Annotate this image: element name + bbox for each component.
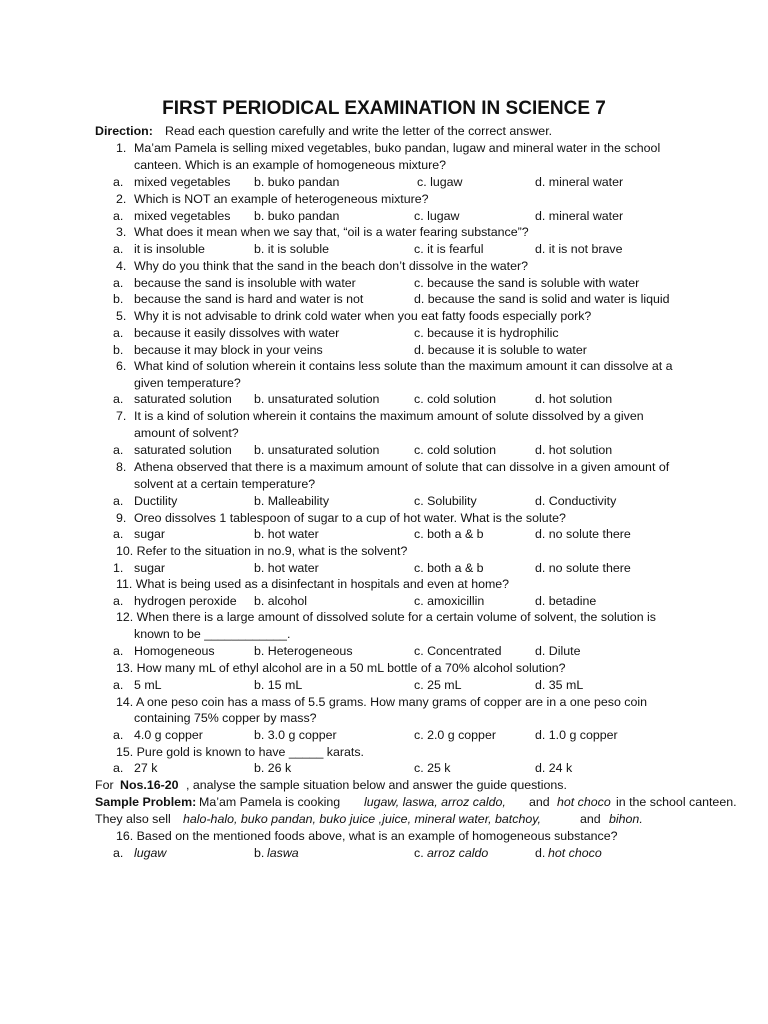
text-line (0, 241, 768, 258)
text-segment: a. (113, 175, 124, 189)
text-segment: canteen. Which is an example of homogeneous mixture? (134, 158, 447, 172)
text-line (0, 358, 768, 375)
text-segment: c. 25 mL (414, 678, 462, 692)
text-segment: sugar (134, 561, 165, 575)
text-segment: c. 25 k (414, 761, 451, 775)
text-segment: It is a kind of solution wherein it contains the maximum amount of solute dissolved by a given (134, 409, 644, 423)
text-segment: because it may block in your veins (134, 343, 323, 357)
text-segment: lugaw, laswa, arroz caldo, (364, 795, 506, 809)
text-line (0, 694, 768, 711)
text-segment: arroz caldo (427, 846, 489, 860)
text-line (0, 710, 768, 727)
text-segment: 15. Pure gold is known to have _____ karats. (116, 745, 364, 759)
text-segment: amount of solvent? (134, 426, 239, 440)
text-segment: a. (113, 527, 124, 541)
text-segment: halo-halo, buko pandan, buko juice ,juice, mineral water, batchoy, (183, 812, 541, 826)
text-segment: b. (113, 292, 124, 306)
text-segment: lugaw (134, 846, 167, 860)
text-segment: saturated solution (134, 392, 232, 406)
text-segment: c. because the sand is soluble with water (414, 276, 640, 290)
text-line (0, 442, 768, 459)
text-segment: 1. (113, 561, 124, 575)
text-segment: a. (113, 209, 124, 223)
text-segment: hot choco (557, 795, 611, 809)
text-segment: a. (113, 678, 124, 692)
text-segment: c. both a & b (414, 527, 484, 541)
text-segment: a. (113, 761, 124, 775)
text-segment: d. hot solution (535, 443, 613, 457)
text-segment: c. Solubility (414, 494, 477, 508)
text-line (0, 576, 768, 593)
text-segment: d. no solute there (535, 527, 631, 541)
text-line (0, 174, 768, 191)
text-segment: b. hot water (254, 527, 319, 541)
text-line (0, 543, 768, 560)
text-segment: 4. (116, 259, 127, 273)
text-segment: b. 26 k (254, 761, 292, 775)
text-line (0, 258, 768, 275)
text-segment: in the school canteen. (616, 795, 737, 809)
text-segment: known to be ____________. (134, 627, 291, 641)
text-segment: 4.0 g copper (134, 728, 203, 742)
text-segment: d. no solute there (535, 561, 631, 575)
text-segment: d. it is not brave (535, 242, 623, 256)
text-segment: Homogeneous (134, 644, 215, 658)
text-segment: because the sand is hard and water is not (134, 292, 364, 306)
text-segment: hot choco (548, 846, 602, 860)
text-segment: b. hot water (254, 561, 319, 575)
text-segment: b. buko pandan (254, 175, 340, 189)
text-segment: 5. (116, 309, 127, 323)
text-segment: b. (254, 846, 265, 860)
text-segment: Sample Problem: (95, 795, 197, 809)
text-line (0, 609, 768, 626)
text-segment: For (95, 778, 114, 792)
text-line (0, 677, 768, 694)
text-segment: d. Dilute (535, 644, 581, 658)
text-segment: c. (414, 846, 424, 860)
text-segment: mixed vegetables (134, 175, 231, 189)
text-segment: d. (535, 846, 546, 860)
text-segment: d. because it is soluble to water (414, 343, 587, 357)
text-segment: Ma’am Pamela is cooking (199, 795, 341, 809)
text-line (0, 626, 768, 643)
text-segment: because it easily dissolves with water (134, 326, 340, 340)
text-line (0, 375, 768, 392)
text-segment: d. hot solution (535, 392, 613, 406)
text-segment: hydrogen peroxide (134, 594, 237, 608)
text-segment: 5 mL (134, 678, 162, 692)
text-line (0, 493, 768, 510)
text-line (0, 744, 768, 761)
text-segment: given temperature? (134, 376, 241, 390)
text-segment: Ductility (134, 494, 178, 508)
text-segment: c. Concentrated (414, 644, 502, 658)
text-segment: 27 k (134, 761, 158, 775)
text-segment: c. both a & b (414, 561, 484, 575)
text-segment: b. Malleability (254, 494, 330, 508)
text-line (0, 510, 768, 527)
text-segment: What does it mean when we say that, “oil is a water fearing substance”? (134, 225, 529, 239)
text-segment: bihon. (609, 812, 643, 826)
text-segment: saturated solution (134, 443, 232, 457)
text-segment: b. 15 mL (254, 678, 303, 692)
text-segment: c. cold solution (414, 443, 496, 457)
text-segment: Read each question carefully and write the letter of the correct answer. (165, 124, 553, 138)
text-segment: a. (113, 276, 124, 290)
text-segment: sugar (134, 527, 165, 541)
text-line (0, 425, 768, 442)
text-segment: 1. (116, 141, 127, 155)
text-line (0, 828, 768, 845)
text-segment: Ma’am Pamela is selling mixed vegetables, buko pandan, lugaw and mineral water in the school (134, 141, 661, 155)
text-segment: Why it is not advisable to drink cold water when you eat fatty foods especially pork? (134, 309, 592, 323)
text-line (0, 342, 768, 359)
text-line (0, 811, 768, 828)
text-line (0, 560, 768, 577)
text-segment: c. 2.0 g copper (414, 728, 496, 742)
text-segment: What kind of solution wherein it contains less solute than the maximum amount it can dissolve at a (134, 359, 673, 373)
text-segment: b. Heterogeneous (254, 644, 353, 658)
text-line (0, 140, 768, 157)
text-segment: Why do you think that the sand in the beach don’t dissolve in the water? (134, 259, 528, 273)
text-segment: a. (113, 242, 124, 256)
text-line (0, 593, 768, 610)
text-segment: a. (113, 644, 124, 658)
text-segment: 8. (116, 460, 127, 474)
text-segment: and (580, 812, 601, 826)
text-segment: c. it is fearful (414, 242, 484, 256)
text-segment: 10. Refer to the situation in no.9, what is the solvent? (116, 544, 408, 558)
text-line (0, 291, 768, 308)
text-segment: d. betadine (535, 594, 597, 608)
text-segment: Which is NOT an example of heterogeneous mixture? (134, 192, 429, 206)
text-line (0, 408, 768, 425)
text-segment: d. mineral water (535, 209, 624, 223)
text-segment: containing 75% copper by mass? (134, 711, 317, 725)
text-segment: it is insoluble (134, 242, 205, 256)
text-segment: b. buko pandan (254, 209, 340, 223)
text-segment: d. 1.0 g copper (535, 728, 618, 742)
text-segment: 2. (116, 192, 127, 206)
text-segment: 9. (116, 511, 127, 525)
text-segment: c. lugaw (414, 209, 460, 223)
text-segment: They also sell (95, 812, 171, 826)
text-segment: 13. How many mL of ethyl alcohol are in a 50 mL bottle of a 70% alcohol solution? (116, 661, 566, 675)
page-title: FIRST PERIODICAL EXAMINATION IN SCIENCE 7 (162, 98, 606, 119)
text-line (0, 123, 768, 140)
text-segment: 3. (116, 225, 127, 239)
text-line (0, 727, 768, 744)
text-segment: and (529, 795, 550, 809)
text-line (0, 325, 768, 342)
text-segment: c. cold solution (414, 392, 496, 406)
text-segment: c. lugaw (417, 175, 463, 189)
text-segment: d. Conductivity (535, 494, 617, 508)
text-line (0, 208, 768, 225)
text-segment: c. amoxicillin (414, 594, 485, 608)
text-segment: Nos.16-20 (120, 778, 179, 792)
text-line (0, 476, 768, 493)
text-segment: laswa (267, 846, 299, 860)
text-segment: a. (113, 594, 124, 608)
text-segment: a. (113, 392, 124, 406)
text-segment: 11. What is being used as a disinfectant in hospitals and even at home? (116, 577, 510, 591)
text-line (0, 845, 768, 862)
text-segment: d. mineral water (535, 175, 624, 189)
text-segment: b. alcohol (254, 594, 308, 608)
text-line (0, 275, 768, 292)
text-segment: 7. (116, 409, 127, 423)
text-line (0, 391, 768, 408)
text-segment: b. 3.0 g copper (254, 728, 337, 742)
text-segment: b. (113, 343, 124, 357)
text-segment: Athena observed that there is a maximum amount of solute that can dissolve in a given amount of (134, 460, 670, 474)
text-line (0, 643, 768, 660)
text-segment: d. 35 mL (535, 678, 584, 692)
text-segment: because the sand is insoluble with water (134, 276, 356, 290)
text-line (0, 794, 768, 811)
text-segment: solvent at a certain temperature? (134, 477, 316, 491)
text-segment: 16. Based on the mentioned foods above, what is an example of homogeneous substance? (116, 829, 618, 843)
text-segment: a. (113, 494, 124, 508)
text-line (0, 760, 768, 777)
text-segment: mixed vegetables (134, 209, 231, 223)
text-line (0, 777, 768, 794)
text-segment: b. unsaturated solution (254, 392, 380, 406)
text-line (0, 459, 768, 476)
text-segment: b. it is soluble (254, 242, 330, 256)
text-segment: a. (113, 728, 124, 742)
text-line (0, 191, 768, 208)
text-segment: a. (113, 443, 124, 457)
text-segment: a. (113, 326, 124, 340)
text-segment: b. unsaturated solution (254, 443, 380, 457)
text-segment: a. (113, 846, 124, 860)
text-segment: 6. (116, 359, 127, 373)
text-line (0, 308, 768, 325)
text-segment: 14. A one peso coin has a mass of 5.5 grams. How many grams of copper are in a one peso coin (116, 695, 648, 709)
text-line (0, 157, 768, 174)
text-segment: d. because the sand is solid and water is liquid (414, 292, 670, 306)
text-segment: , analyse the sample situation below and answer the guide questions. (186, 778, 567, 792)
text-line (0, 224, 768, 241)
text-line (0, 660, 768, 677)
text-segment: Direction: (95, 124, 153, 138)
text-segment: c. because it is hydrophilic (414, 326, 559, 340)
text-segment: d. 24 k (535, 761, 573, 775)
text-segment: Oreo dissolves 1 tablespoon of sugar to a cup of hot water. What is the solute? (134, 511, 566, 525)
text-segment: 12. When there is a large amount of dissolved solute for a certain volume of solvent, the solution is (116, 610, 656, 624)
text-line (0, 526, 768, 543)
